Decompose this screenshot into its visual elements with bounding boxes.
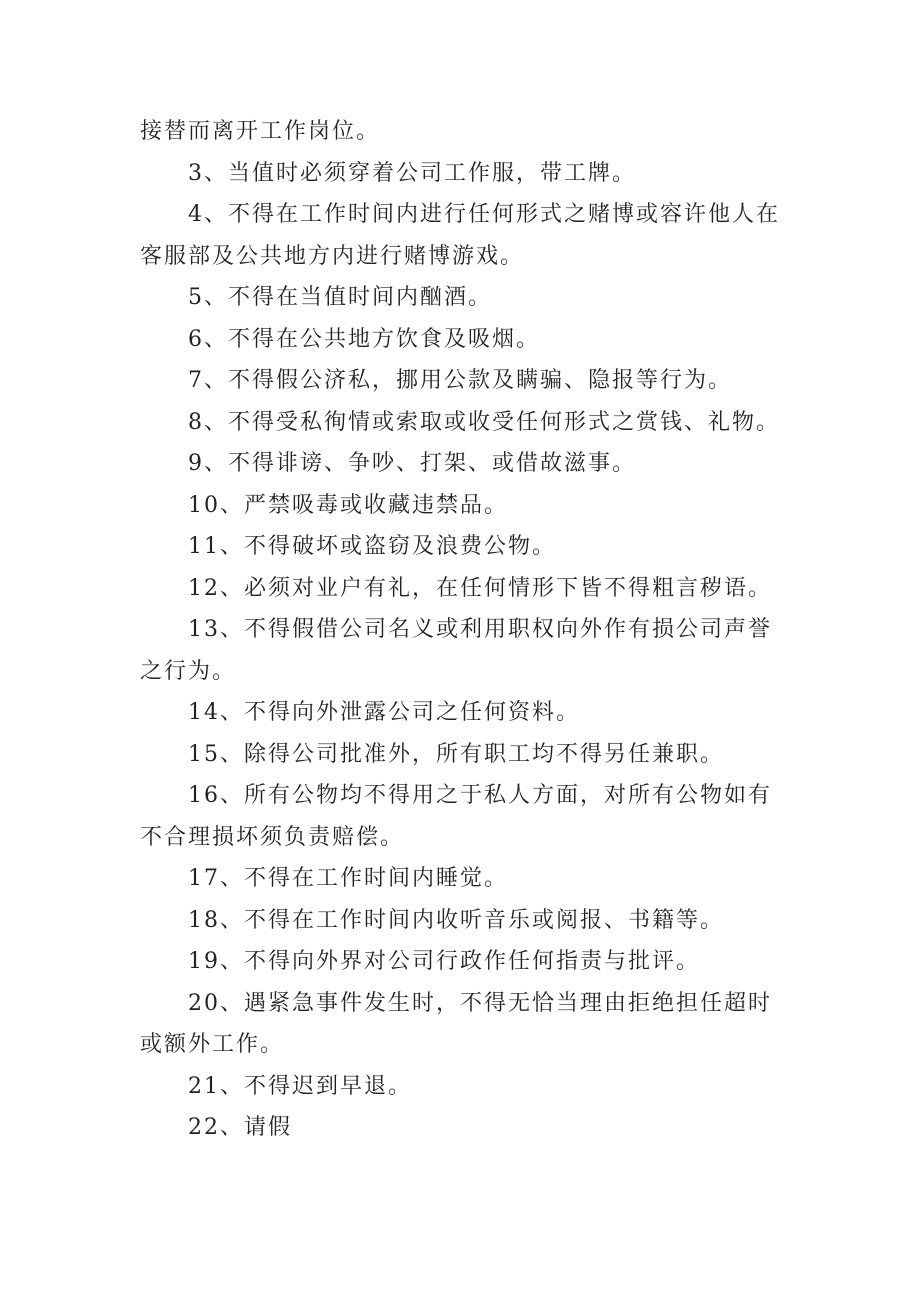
rule-15: 15、除得公司批准外，所有职工均不得另任兼职。 xyxy=(188,741,724,767)
rule-7: 7、不得假公济私，挪用公款及瞒骗、隐报等行为。 xyxy=(188,368,732,393)
rule-13: 13、不得假借公司名义或利用职权向外作有损公司声誉之行为。 xyxy=(140,617,772,684)
rule-19: 19、不得向外界对公司行政作任何指责与批评。 xyxy=(188,949,700,974)
rule-17: 17、不得在工作时间内睡觉。 xyxy=(188,866,508,891)
rule-5: 5、不得在当值时间内酗酒。 xyxy=(188,285,492,310)
rule-3: 3、当值时必须穿着公司工作服，带工牌。 xyxy=(188,160,636,186)
rule-8: 8、不得受私徇情或索取或收受任何形式之赏钱、礼物。 xyxy=(188,409,780,435)
rule-16: 16、所有公物均不得用之于私人方面，对所有公物如有不合理损坏须负责赔偿。 xyxy=(140,783,772,850)
rule-20: 20、遇紧急事件发生时，不得无恰当理由拒绝担任超时或额外工作。 xyxy=(140,990,772,1057)
rule-22: 22、请假 xyxy=(188,1115,292,1140)
rule-9: 9、不得诽谤、争吵、打架、或借故滋事。 xyxy=(188,451,636,476)
rule-10: 10、严禁吸毒或收藏违禁品。 xyxy=(188,492,508,518)
rule-4: 4、不得在工作时间内进行任何形式之赌博或容许他人在客服部及公共地方内进行赌博游戏。 xyxy=(140,202,780,269)
rule-11: 11、不得破坏或盗窃及浪费公物。 xyxy=(188,534,556,559)
rule-14: 14、不得向外泄露公司之任何资料。 xyxy=(188,700,580,725)
rule-6: 6、不得在公共地方饮食及吸烟。 xyxy=(188,326,540,352)
rule-12: 12、必须对业户有礼，在任何情形下皆不得粗言秽语。 xyxy=(188,575,772,601)
paragraph-continuation: 接替而离开工作岗位。 xyxy=(140,119,381,144)
rule-18: 18、不得在工作时间内收听音乐或阅报、书籍等。 xyxy=(188,907,724,933)
document-body xyxy=(140,111,780,1149)
rule-21: 21、不得迟到早退。 xyxy=(188,1073,412,1099)
